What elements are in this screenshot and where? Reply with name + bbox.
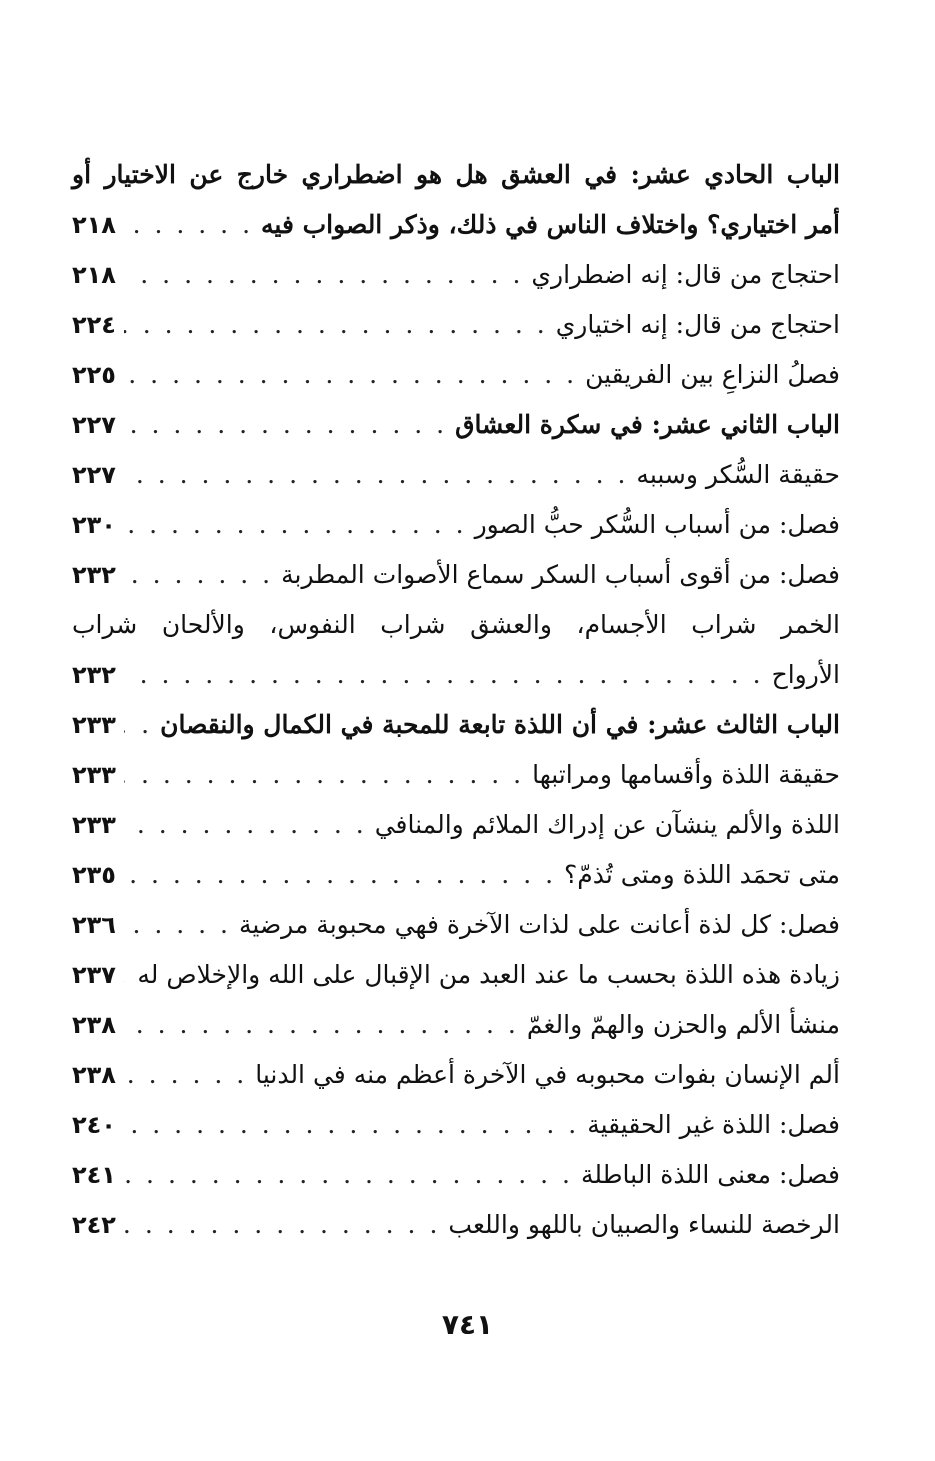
toc-entry-title: الأرواح (771, 660, 840, 689)
toc-entry-page: ٢٣٨ (72, 1061, 116, 1089)
toc-entry-page: ٢٣٥ (72, 861, 116, 889)
toc-entry-page: ٢١٨ (72, 211, 116, 239)
leader-dots (124, 1050, 247, 1100)
toc-entry-title: منشأ الألم والحزن والهمّ والغمّ (526, 1010, 840, 1039)
toc-entry-title: حقيقة اللذة وأقسامها ومراتبها (532, 760, 840, 789)
toc-entry (72, 350, 840, 400)
toc-entry-page: ٢٤٠ (72, 1111, 116, 1139)
toc-entry-title: ألم الإنسان بفوات محبوبه في الآخرة أعظم منه في الدنيا (255, 1060, 840, 1089)
toc-entry (72, 1000, 840, 1050)
toc-entry-page: ٢٢٤ (72, 311, 116, 339)
toc-entry (72, 1150, 840, 1200)
toc-entry (72, 800, 840, 850)
toc-entry-page: ٢٤١ (72, 1161, 116, 1189)
toc-entry (72, 600, 840, 650)
toc-entry (72, 1200, 840, 1250)
toc-entry-page: ٢٢٧ (72, 411, 116, 439)
toc-entry (72, 900, 840, 950)
toc-entry-title: أمر اختياري؟ واختلاف الناس في ذلك، وذكر الصواب فيه (261, 210, 840, 239)
toc-entry (72, 500, 840, 550)
leader-dots (124, 1000, 519, 1050)
toc-entry (72, 1050, 840, 1100)
leader-dots (124, 350, 577, 400)
toc-entry (72, 750, 840, 800)
leader-dots (124, 250, 523, 300)
toc-entry-title: متى تحمَد اللذة ومتى تُذمّ؟ (564, 860, 840, 889)
toc-entry-page: ٢٣٧ (72, 961, 116, 989)
toc-entry (72, 200, 840, 250)
toc-entry-page: ٢٢٧ (72, 461, 116, 489)
leader-dots (124, 950, 129, 1000)
leader-dots (124, 300, 548, 350)
toc-entry-page: ٢٤٢ (72, 1211, 116, 1239)
toc-entry-title: فصل: كل لذة أعانت على لذات الآخرة فهي محبوبة مرضية (239, 910, 840, 939)
toc-entry (72, 450, 840, 500)
leader-dots (124, 850, 556, 900)
leader-dots (124, 1100, 579, 1150)
leader-dots (124, 500, 467, 550)
toc-entry-page: ٢٣٨ (72, 1011, 116, 1039)
toc-entry-page: ٢٣٦ (72, 911, 116, 939)
page-number: ٧٤١ (441, 1308, 494, 1341)
toc-entry (72, 550, 840, 600)
toc-entry-page: ٢٣٠ (72, 511, 116, 539)
leader-dots (124, 900, 231, 950)
toc-entry (72, 300, 840, 350)
toc-entry-title: احتجاج من قال: إنه اضطراري (531, 260, 840, 289)
toc-entry-title: فصل: من أسباب السُّكر حبُّ الصور (474, 510, 840, 539)
toc-entry-page: ٢٣٢ (72, 561, 116, 589)
toc-entry-title: الباب الثاني عشر: في سكرة العشاق (455, 410, 840, 439)
toc-entry (72, 850, 840, 900)
toc-entry-title: الرخصة للنساء والصبيان باللهو واللعب (448, 1210, 840, 1239)
table-of-contents (72, 150, 840, 1250)
toc-entry-title: فصل: اللذة غير الحقيقية (587, 1110, 840, 1139)
toc-entry-title: فصل: معنى اللذة الباطلة (580, 1160, 840, 1189)
leader-dots (124, 450, 628, 500)
leader-dots (124, 550, 273, 600)
toc-entry (72, 650, 840, 700)
toc-entry-title: الباب الحادي عشر: في العشق هل هو اضطراري خارج عن الاختيار أو (72, 160, 840, 189)
leader-dots (124, 800, 367, 850)
toc-entry-title: اللذة والألم ينشآن عن إدراك الملائم والمنافي (374, 810, 840, 839)
toc-entry-title: فصلُ النزاعِ بين الفريقين (585, 360, 840, 389)
toc-entry-page: ٢٣٣ (72, 761, 116, 789)
toc-entry-title: فصل: من أقوى أسباب السكر سماع الأصوات المطربة (281, 560, 840, 589)
toc-entry-title: الخمر شراب الأجسام، والعشق شراب النفوس، والألحان شراب (72, 610, 840, 639)
leader-dots (124, 1200, 440, 1250)
toc-entry-title: حقيقة السُّكر وسببه (636, 460, 840, 489)
toc-entry (72, 400, 840, 450)
leader-dots (124, 650, 764, 700)
toc-entry-page: ٢٣٣ (72, 711, 116, 739)
toc-entry-page: ٢٣٢ (72, 661, 116, 689)
toc-entry (72, 250, 840, 300)
toc-entry (72, 150, 840, 200)
toc-entry-page: ٢١٨ (72, 261, 116, 289)
toc-entry-title: زيادة هذه اللذة بحسب ما عند العبد من الإقبال على الله والإخلاص له (137, 960, 840, 989)
leader-dots (124, 400, 447, 450)
toc-entry-title: احتجاج من قال: إنه اختياري (555, 310, 840, 339)
leader-dots (124, 700, 152, 750)
leader-dots (124, 200, 253, 250)
toc-entry-page: ٢٣٣ (72, 811, 116, 839)
toc-entry (72, 1100, 840, 1150)
leader-dots (124, 750, 524, 800)
toc-entry (72, 700, 840, 750)
leader-dots (124, 1150, 573, 1200)
toc-entry-page: ٢٢٥ (72, 361, 116, 389)
toc-entry-title: الباب الثالث عشر: في أن اللذة تابعة للمحبة في الكمال والنقصان (160, 710, 840, 739)
toc-entry (72, 950, 840, 1000)
